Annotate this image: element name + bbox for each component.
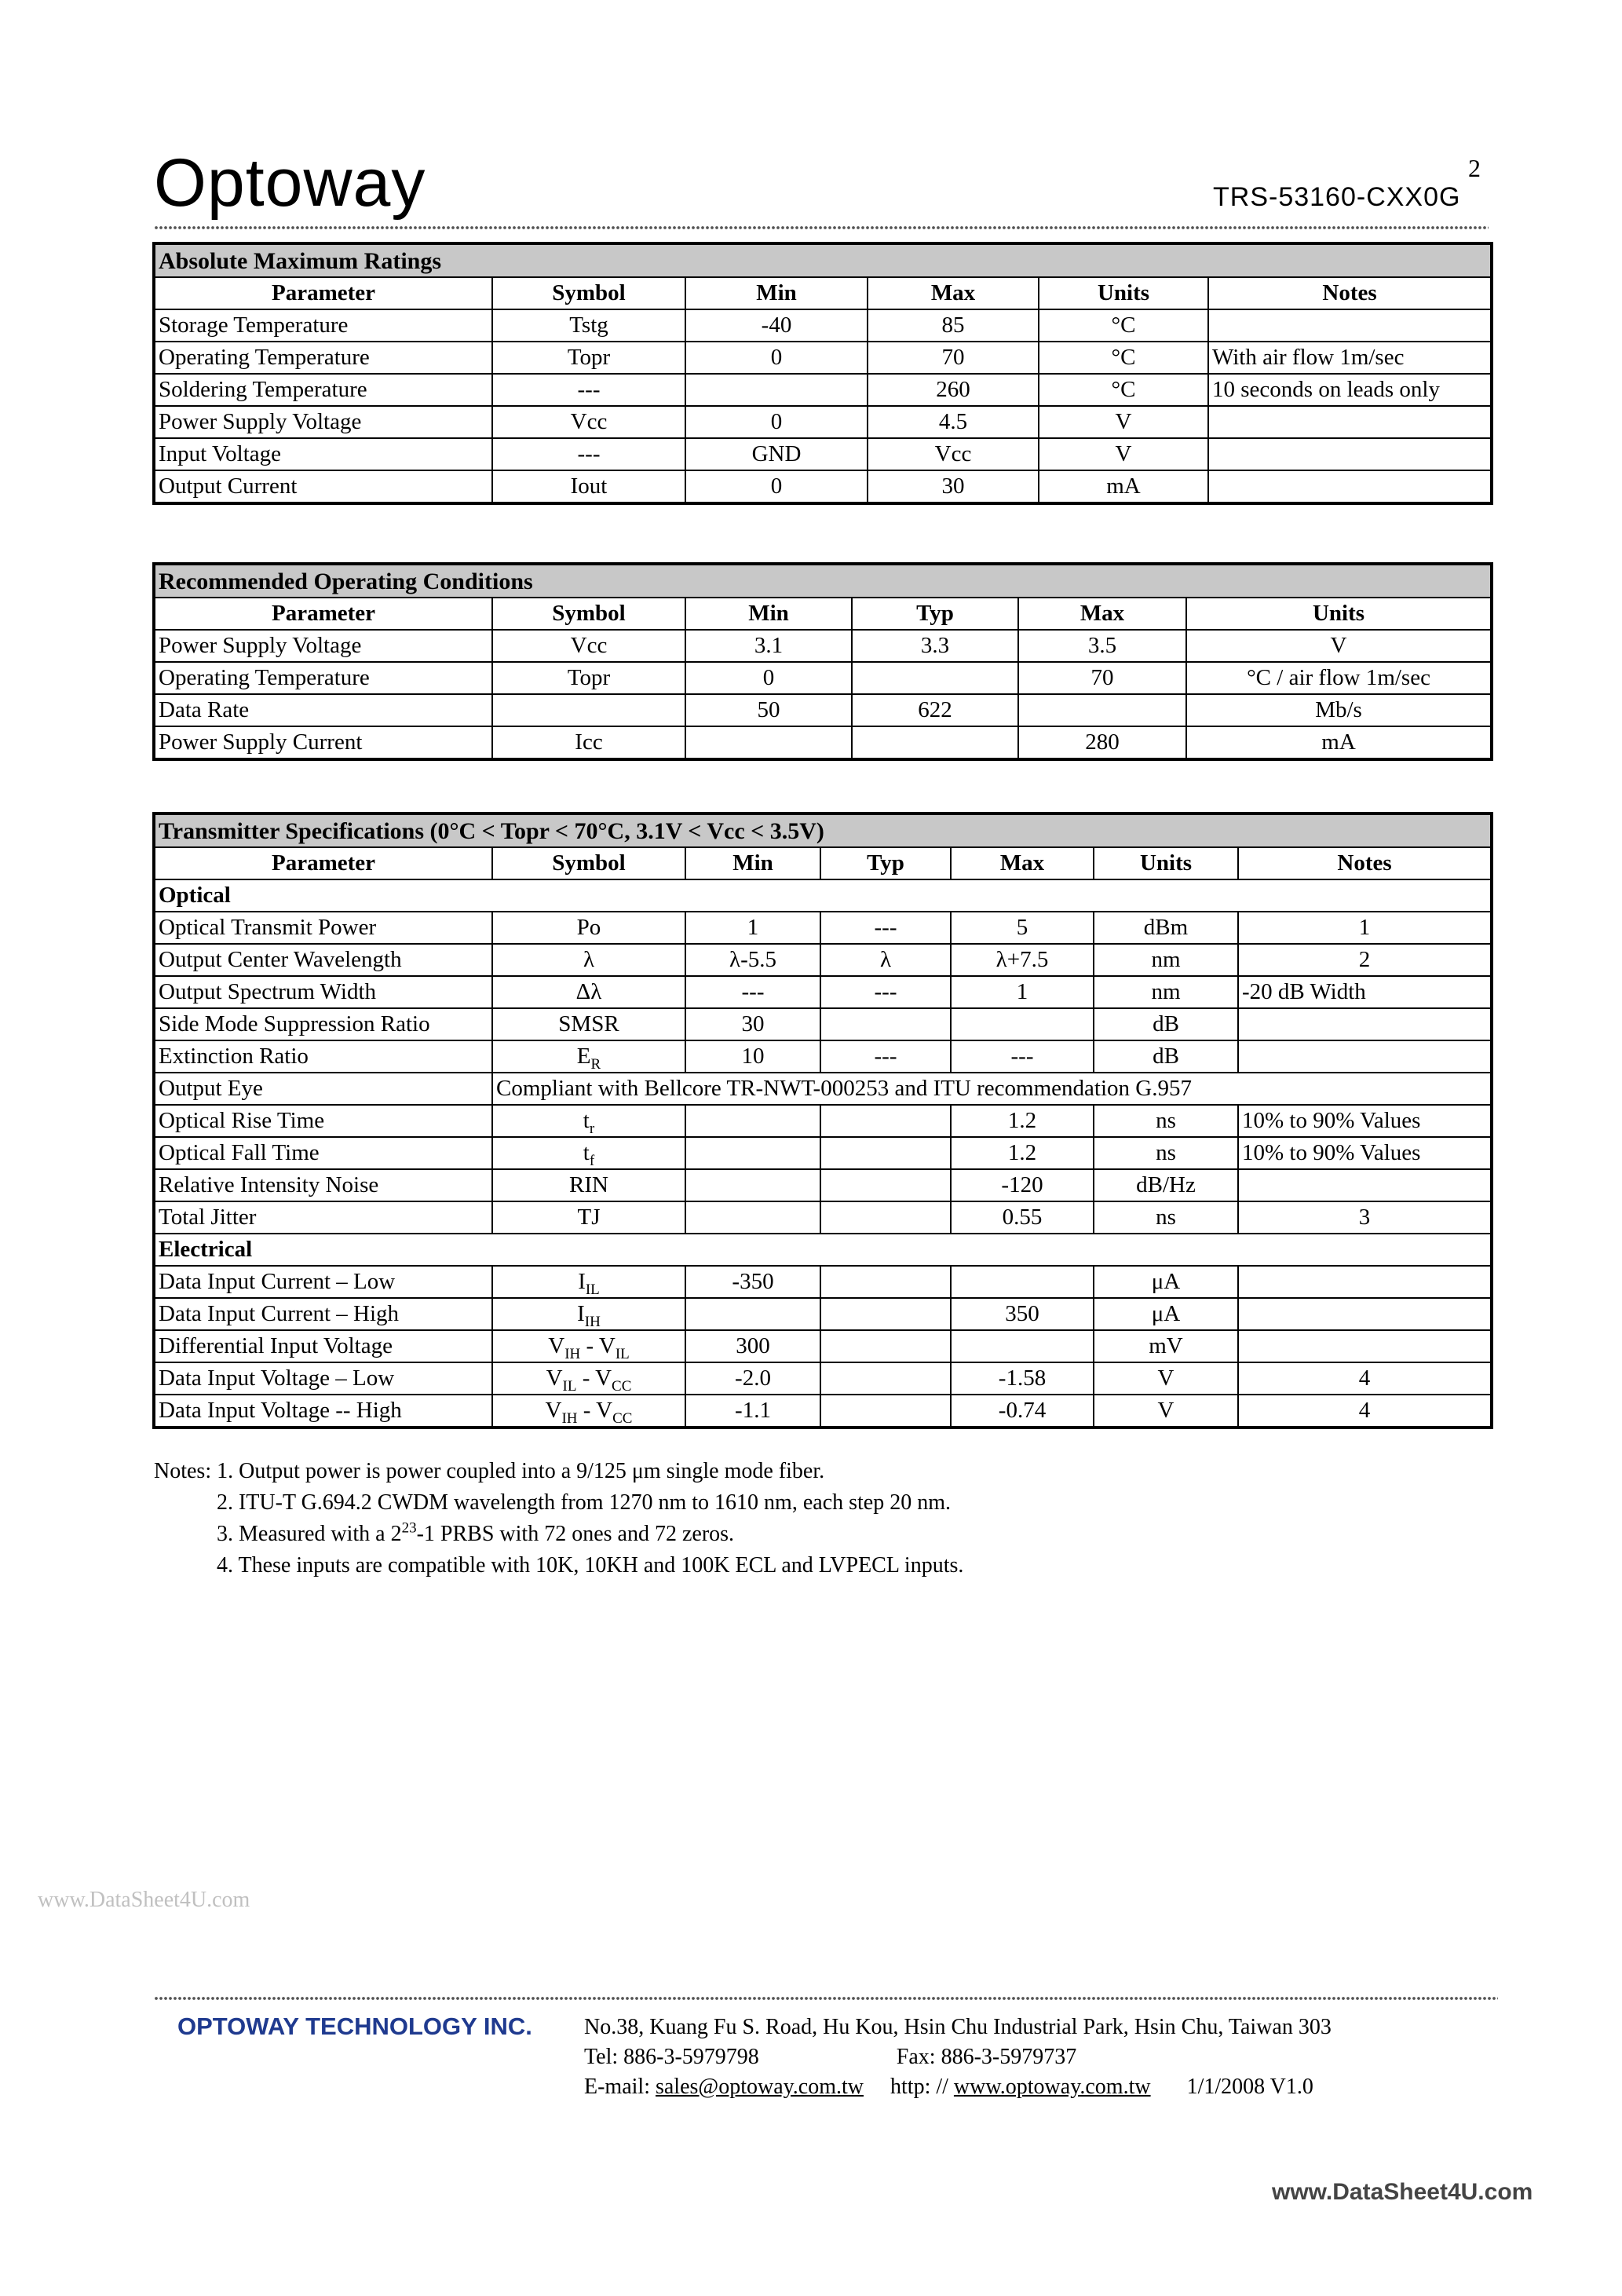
table-cell: With air flow 1m/sec [1208, 342, 1492, 374]
table-row [154, 1330, 1492, 1362]
notes-cell: -20 dB Width [1238, 976, 1492, 1008]
max-cell: 1.2 [951, 1137, 1094, 1169]
column-header: Parameter [154, 277, 492, 309]
table-cell [492, 694, 685, 726]
max-cell: 350 [951, 1298, 1094, 1330]
parameter-cell: Optical Rise Time [154, 1105, 492, 1137]
table-row [154, 309, 1492, 342]
parameter-cell: Data Input Voltage -- High [154, 1395, 492, 1428]
notes-cell: 10% to 90% Values [1238, 1105, 1492, 1137]
table-cell: °C [1039, 374, 1208, 406]
table-cell: Vcc [868, 438, 1039, 470]
min-cell [685, 1169, 820, 1201]
units-cell: dBm [1094, 912, 1238, 944]
company-logo: Optoway [154, 145, 426, 221]
footer-date-version: 1/1/2008 V1.0 [1186, 2075, 1313, 2099]
typ-cell [820, 1362, 951, 1395]
watermark-right: www.DataSheet4U.com [1272, 2179, 1533, 2205]
column-header: Notes [1238, 847, 1492, 879]
typ-cell [820, 1201, 951, 1234]
min-cell [685, 1105, 820, 1137]
units-cell: V [1094, 1362, 1238, 1395]
column-header: Symbol [492, 277, 685, 309]
table-row [154, 662, 1492, 694]
typ-cell: --- [820, 912, 951, 944]
max-cell [951, 1266, 1094, 1298]
column-header: Units [1186, 598, 1492, 630]
model-number: TRS-53160-CXX0G [1213, 182, 1461, 212]
column-header: Parameter [154, 847, 492, 879]
table-cell: V [1039, 438, 1208, 470]
footer-tel: Tel: 886-3-5979798 [584, 2045, 759, 2069]
notes-cell [1238, 1298, 1492, 1330]
table-header-row [154, 847, 1492, 879]
symbol-cell: $t_r$ [492, 1105, 685, 1137]
typ-cell: --- [820, 1040, 951, 1073]
typ-cell: λ [820, 944, 951, 976]
typ-cell [820, 1008, 951, 1040]
transmitter-specifications-table [152, 812, 1493, 1429]
table-header-row [154, 277, 1492, 309]
table-cell: V [1039, 406, 1208, 438]
symbol-cell: $V_{IH} - V_{IL}$ [492, 1330, 685, 1362]
output-eye-spec: Compliant with Bellcore TR-NWT-000253 and ITU recommendation G.957 [492, 1073, 1492, 1105]
units-cell: nm [1094, 976, 1238, 1008]
notes-cell: 1 [1238, 912, 1492, 944]
units-cell: dB/Hz [1094, 1169, 1238, 1201]
symbol-cell: $I_{IL}$ [492, 1266, 685, 1298]
max-cell: --- [951, 1040, 1094, 1073]
units-cell: ns [1094, 1105, 1238, 1137]
symbol-cell: $V_{IL} - V_{CC}$ [492, 1362, 685, 1395]
notes-cell: 2 [1238, 944, 1492, 976]
max-cell: -0.74 [951, 1395, 1094, 1428]
table-row [154, 1298, 1492, 1330]
table-cell: 70 [1018, 662, 1186, 694]
notes-cell: 3 [1238, 1201, 1492, 1234]
table-cell: 85 [868, 309, 1039, 342]
table-cell: 50 [685, 694, 852, 726]
notes-cell [1238, 1040, 1492, 1073]
recommended-operating-table [152, 562, 1493, 761]
symbol-cell: $I_{IH}$ [492, 1298, 685, 1330]
table-cell: Operating Temperature [154, 662, 492, 694]
max-cell: λ+7.5 [951, 944, 1094, 976]
typ-cell [820, 1137, 951, 1169]
table-cell: V [1186, 630, 1492, 662]
min-cell [685, 1298, 820, 1330]
min-cell: -1.1 [685, 1395, 820, 1428]
parameter-cell: Output Eye [154, 1073, 492, 1105]
table-cell: mA [1186, 726, 1492, 759]
table-cell: Data Rate [154, 694, 492, 726]
table-cell: °C / air flow 1m/sec [1186, 662, 1492, 694]
table-cell: 10 seconds on leads only [1208, 374, 1492, 406]
table-cell: 70 [868, 342, 1039, 374]
table-cell: -40 [685, 309, 868, 342]
symbol-cell: RIN [492, 1169, 685, 1201]
max-cell: 5 [951, 912, 1094, 944]
table-cell [852, 662, 1018, 694]
table-cell: Power Supply Voltage [154, 630, 492, 662]
table-cell: 3.3 [852, 630, 1018, 662]
table-row [154, 1169, 1492, 1201]
table-cell: Soldering Temperature [154, 374, 492, 406]
table-row [154, 470, 1492, 503]
table-row [154, 342, 1492, 374]
absolute-max-ratings-table [152, 242, 1493, 505]
column-header: Max [868, 277, 1039, 309]
column-header: Min [685, 277, 868, 309]
table-row [154, 912, 1492, 944]
column-header: Typ [820, 847, 951, 879]
table-cell [1208, 470, 1492, 503]
units-cell: dB [1094, 1008, 1238, 1040]
typ-cell [820, 1395, 951, 1428]
parameter-cell: Relative Intensity Noise [154, 1169, 492, 1201]
table-row [154, 406, 1492, 438]
table-cell: 0 [685, 662, 852, 694]
notes-cell: 4 [1238, 1362, 1492, 1395]
table-cell [852, 726, 1018, 759]
units-cell: nm [1094, 944, 1238, 976]
typ-cell [820, 1298, 951, 1330]
symbol-cell: $V_{IH} - V_{CC}$ [492, 1395, 685, 1428]
table-cell: Iout [492, 470, 685, 503]
table-cell: 0 [685, 406, 868, 438]
note-2: 2. ITU-T G.694.2 CWDM wavelength from 1270 nm to 1610 nm, each step 20 nm. [217, 1490, 952, 1515]
table-cell: Tstg [492, 309, 685, 342]
table-row [154, 1266, 1492, 1298]
page-number: 2 [1468, 154, 1481, 182]
symbol-cell: TJ [492, 1201, 685, 1234]
note-4: 4. These inputs are compatible with 10K, 10KH and 100K ECL and LVPECL inputs. [217, 1553, 964, 1578]
section-label: Optical [154, 879, 1492, 912]
section-label: Electrical [154, 1234, 1492, 1266]
typ-cell [820, 1169, 951, 1201]
notes-cell [1238, 1266, 1492, 1298]
table-cell: Operating Temperature [154, 342, 492, 374]
max-cell: -120 [951, 1169, 1094, 1201]
table-cell [1208, 406, 1492, 438]
min-cell: 1 [685, 912, 820, 944]
max-cell [951, 1008, 1094, 1040]
footer-divider [154, 1994, 1498, 2002]
max-cell: 1 [951, 976, 1094, 1008]
max-cell: 1.2 [951, 1105, 1094, 1137]
column-header: Min [685, 847, 820, 879]
table-cell: 280 [1018, 726, 1186, 759]
table-cell: 260 [868, 374, 1039, 406]
max-cell: -1.58 [951, 1362, 1094, 1395]
parameter-cell: Data Input Voltage – Low [154, 1362, 492, 1395]
table-cell: Power Supply Voltage [154, 406, 492, 438]
table-title: Transmitter Specifications (0°C < Topr < 70°C, 3.1V < Vcc < 3.5V) [154, 813, 1492, 847]
table-row [154, 1040, 1492, 1073]
parameter-cell: Output Center Wavelength [154, 944, 492, 976]
table-row [154, 944, 1492, 976]
table-cell: Topr [492, 662, 685, 694]
table-cell: Topr [492, 342, 685, 374]
parameter-cell: Output Spectrum Width [154, 976, 492, 1008]
parameter-cell: Data Input Current – High [154, 1298, 492, 1330]
footer-company-name: OPTOWAY TECHNOLOGY INC. [177, 2013, 532, 2040]
table-cell: 3.5 [1018, 630, 1186, 662]
table-cell: Mb/s [1186, 694, 1492, 726]
table-cell: Input Voltage [154, 438, 492, 470]
units-cell: mV [1094, 1330, 1238, 1362]
column-header: Units [1039, 277, 1208, 309]
units-cell: V [1094, 1395, 1238, 1428]
notes-cell [1238, 1008, 1492, 1040]
parameter-cell: Optical Fall Time [154, 1137, 492, 1169]
table-row [154, 1073, 1492, 1105]
units-cell: dB [1094, 1040, 1238, 1073]
notes-cell [1238, 1330, 1492, 1362]
column-header: Symbol [492, 598, 685, 630]
table-row [154, 1008, 1492, 1040]
notes-block [154, 1456, 963, 1581]
parameter-cell: Data Input Current – Low [154, 1266, 492, 1298]
table-cell: Vcc [492, 406, 685, 438]
table-cell: Power Supply Current [154, 726, 492, 759]
table-row [154, 1395, 1492, 1428]
min-cell: 300 [685, 1330, 820, 1362]
units-cell: ns [1094, 1201, 1238, 1234]
table-cell: Output Current [154, 470, 492, 503]
symbol-cell: Δλ [492, 976, 685, 1008]
table-cell [685, 374, 868, 406]
footer-fax: Fax: 886-3-5979737 [896, 2045, 1077, 2069]
parameter-cell: Differential Input Voltage [154, 1330, 492, 1362]
units-cell: μA [1094, 1266, 1238, 1298]
note-3: 3. Measured with a $2^{23}-1$ PRBS with 72 ones and 72 zeros. [217, 1519, 735, 1546]
min-cell: 30 [685, 1008, 820, 1040]
column-header: Symbol [492, 847, 685, 879]
note-1: Notes: 1. Output power is power coupled into a 9/125 μm single mode fiber. [154, 1459, 825, 1483]
parameter-cell: Extinction Ratio [154, 1040, 492, 1073]
column-header: Parameter [154, 598, 492, 630]
table-title: Absolute Maximum Ratings [154, 243, 1492, 277]
symbol-cell: SMSR [492, 1008, 685, 1040]
table-row [154, 1201, 1492, 1234]
column-header: Max [951, 847, 1094, 879]
typ-cell [820, 1105, 951, 1137]
footer-address-block: No.38, Kuang Fu S. Road, Hu Kou, Hsin Chu Industrial Park, Hsin Chu, Taiwan 303 Tel: 886-3-5979798 Fax: 886-3-5979737 E-mail: sales@optoway.com.tw http: // www.optoway.com.tw 1/1/2008 V1.0 [584, 2013, 1332, 2102]
table-header-row [154, 598, 1492, 630]
table-row [154, 374, 1492, 406]
table-cell [685, 726, 852, 759]
typ-cell [820, 1330, 951, 1362]
table-row [154, 1137, 1492, 1169]
notes-cell: 10% to 90% Values [1238, 1137, 1492, 1169]
column-header: Min [685, 598, 852, 630]
table-row [154, 694, 1492, 726]
min-cell: -2.0 [685, 1362, 820, 1395]
table-cell [1208, 309, 1492, 342]
units-cell: ns [1094, 1137, 1238, 1169]
symbol-cell: $t_f$ [492, 1137, 685, 1169]
table-row [154, 726, 1492, 759]
table-row [154, 438, 1492, 470]
typ-cell [820, 1266, 951, 1298]
section-optical [154, 879, 1492, 912]
min-cell [685, 1137, 820, 1169]
notes-cell [1238, 1169, 1492, 1201]
table-cell: GND [685, 438, 868, 470]
table-row [154, 1362, 1492, 1395]
table-cell [1018, 694, 1186, 726]
symbol-cell: $E_R$ [492, 1040, 685, 1073]
min-cell: --- [685, 976, 820, 1008]
notes-cell: 4 [1238, 1395, 1492, 1428]
table-cell: Icc [492, 726, 685, 759]
column-header: Units [1094, 847, 1238, 879]
table-title: Recommended Operating Conditions [154, 564, 1492, 598]
min-cell: -350 [685, 1266, 820, 1298]
min-cell [685, 1201, 820, 1234]
symbol-cell: λ [492, 944, 685, 976]
section-electrical [154, 1234, 1492, 1266]
table-cell: °C [1039, 342, 1208, 374]
typ-cell: --- [820, 976, 951, 1008]
parameter-cell: Optical Transmit Power [154, 912, 492, 944]
column-header: Typ [852, 598, 1018, 630]
table-row [154, 630, 1492, 662]
table-cell: --- [492, 438, 685, 470]
column-header: Max [1018, 598, 1186, 630]
table-cell: °C [1039, 309, 1208, 342]
column-header: Notes [1208, 277, 1492, 309]
max-cell [951, 1330, 1094, 1362]
footer-website-link[interactable]: www.optoway.com.tw [953, 2075, 1151, 2099]
watermark-left: www.DataSheet4U.com [38, 1888, 250, 1912]
table-row [154, 976, 1492, 1008]
parameter-cell: Side Mode Suppression Ratio [154, 1008, 492, 1040]
min-cell: λ-5.5 [685, 944, 820, 976]
max-cell: 0.55 [951, 1201, 1094, 1234]
table-cell: 0 [685, 470, 868, 503]
table-cell: 622 [852, 694, 1018, 726]
table-cell: 3.1 [685, 630, 852, 662]
table-cell: --- [492, 374, 685, 406]
table-cell: Storage Temperature [154, 309, 492, 342]
parameter-cell: Total Jitter [154, 1201, 492, 1234]
footer-email-link[interactable]: sales@optoway.com.tw [655, 2075, 864, 2099]
units-cell: μA [1094, 1298, 1238, 1330]
footer-address: No.38, Kuang Fu S. Road, Hu Kou, Hsin Chu Industrial Park, Hsin Chu, Taiwan 303 [584, 2015, 1332, 2039]
table-row [154, 1105, 1492, 1137]
min-cell: 10 [685, 1040, 820, 1073]
table-cell: 4.5 [868, 406, 1039, 438]
symbol-cell: Po [492, 912, 685, 944]
table-cell: Vcc [492, 630, 685, 662]
header-divider [154, 224, 1489, 232]
table-cell: 30 [868, 470, 1039, 503]
table-cell: 0 [685, 342, 868, 374]
table-cell [1208, 438, 1492, 470]
table-cell: mA [1039, 470, 1208, 503]
